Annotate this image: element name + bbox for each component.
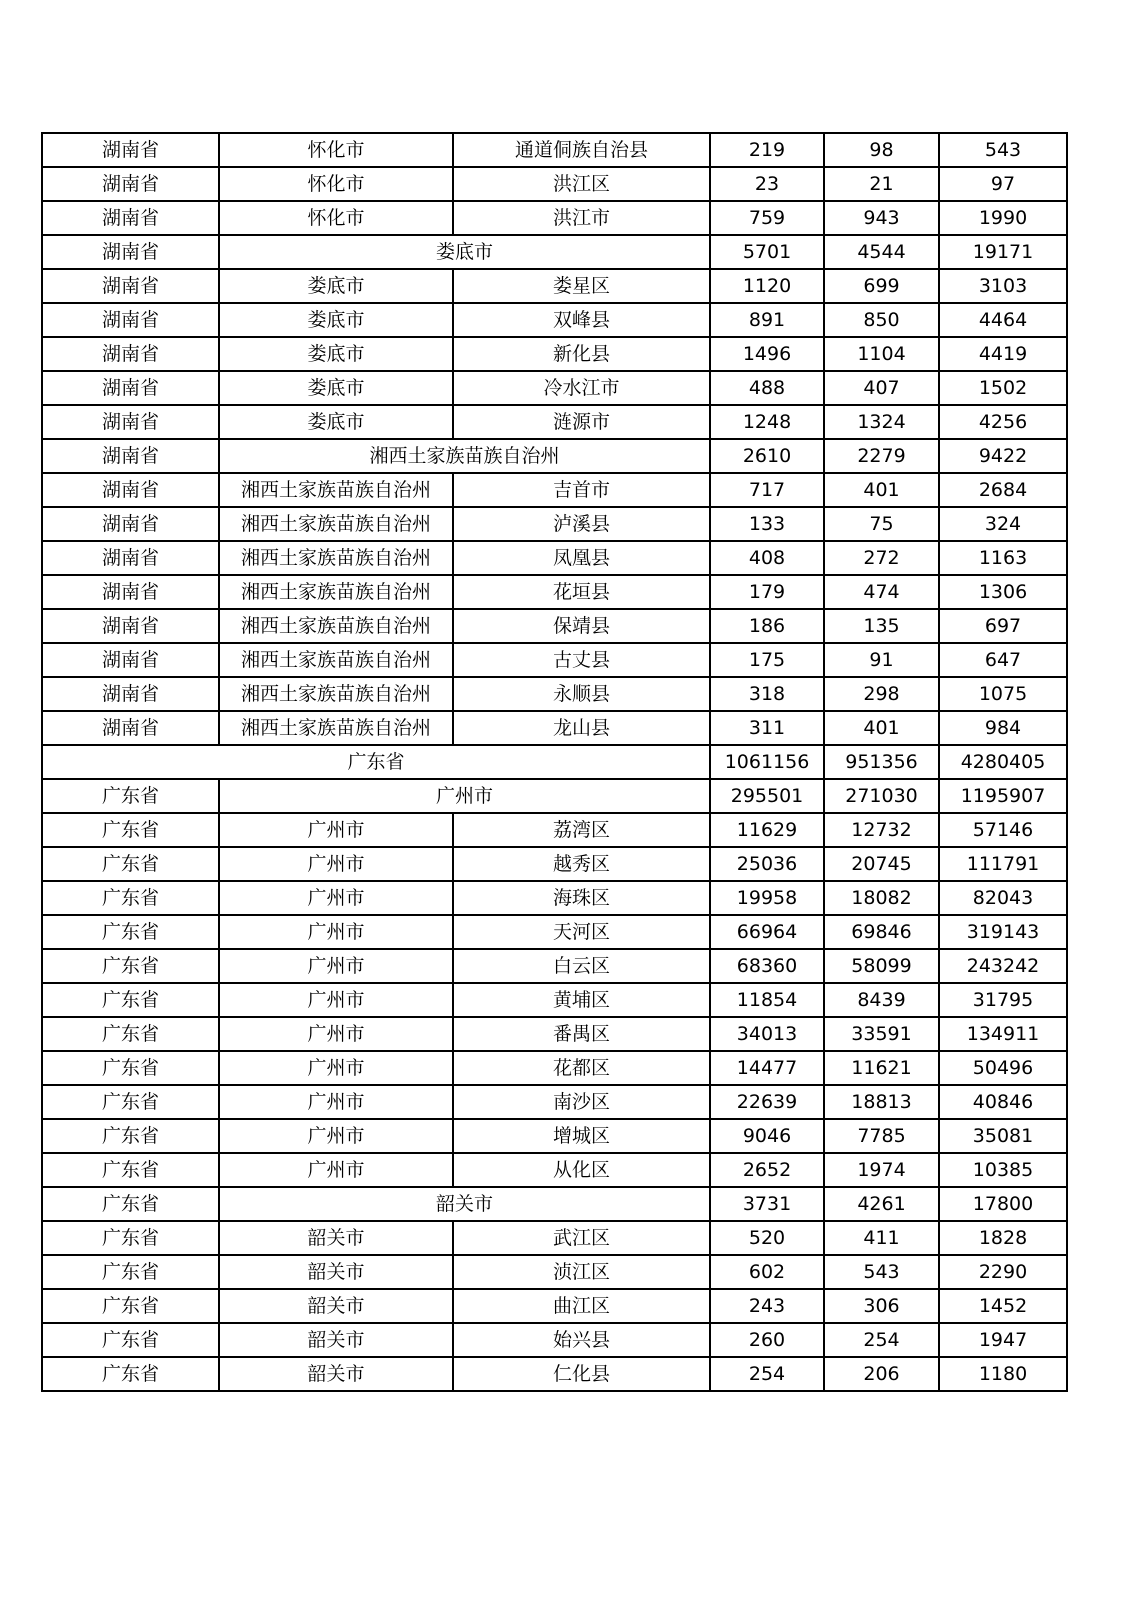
- province-cell: 广东省: [42, 1289, 219, 1323]
- county-row: [42, 405, 1067, 439]
- value-3-cell: 35081: [939, 1119, 1067, 1153]
- city-cell: 广州市: [219, 1119, 453, 1153]
- value-1-cell: 1061156: [710, 745, 824, 779]
- value-2-cell: 58099: [824, 949, 939, 983]
- county-cell: 双峰县: [453, 303, 710, 337]
- city-cell: 娄底市: [219, 303, 453, 337]
- value-2-cell: 254: [824, 1323, 939, 1357]
- county-cell: 涟源市: [453, 405, 710, 439]
- county-cell: 洪江市: [453, 201, 710, 235]
- value-1-cell: 2610: [710, 439, 824, 473]
- city-cell: 韶关市: [219, 1323, 453, 1357]
- value-3-cell: 3103: [939, 269, 1067, 303]
- province-cell: 广东省: [42, 915, 219, 949]
- county-cell: 洪江区: [453, 167, 710, 201]
- province-cell: 湖南省: [42, 201, 219, 235]
- county-cell: 永顺县: [453, 677, 710, 711]
- value-3-cell: 243242: [939, 949, 1067, 983]
- county-cell: 古丈县: [453, 643, 710, 677]
- value-2-cell: 11621: [824, 1051, 939, 1085]
- value-1-cell: 1120: [710, 269, 824, 303]
- county-row: [42, 1289, 1067, 1323]
- value-2-cell: 1324: [824, 405, 939, 439]
- county-row: [42, 269, 1067, 303]
- value-1-cell: 602: [710, 1255, 824, 1289]
- value-3-cell: 319143: [939, 915, 1067, 949]
- value-2-cell: 401: [824, 473, 939, 507]
- value-3-cell: 1502: [939, 371, 1067, 405]
- county-row: [42, 337, 1067, 371]
- county-row: [42, 1357, 1067, 1391]
- value-1-cell: 219: [710, 133, 824, 167]
- value-1-cell: 311: [710, 711, 824, 745]
- county-cell: 越秀区: [453, 847, 710, 881]
- value-3-cell: 984: [939, 711, 1067, 745]
- province-row: [42, 745, 1067, 779]
- city-cell: 广州市: [219, 949, 453, 983]
- province-cell: 湖南省: [42, 439, 219, 473]
- value-2-cell: 75: [824, 507, 939, 541]
- value-1-cell: 408: [710, 541, 824, 575]
- value-2-cell: 91: [824, 643, 939, 677]
- province-cell: 湖南省: [42, 507, 219, 541]
- province-cell: 广东省: [42, 881, 219, 915]
- city-cell: 广州市: [219, 779, 710, 813]
- county-cell: 仁化县: [453, 1357, 710, 1391]
- city-cell: 湘西土家族苗族自治州: [219, 643, 453, 677]
- value-3-cell: 31795: [939, 983, 1067, 1017]
- county-row: [42, 881, 1067, 915]
- province-cell: 广东省: [42, 1187, 219, 1221]
- county-cell: 凤凰县: [453, 541, 710, 575]
- county-cell: 南沙区: [453, 1085, 710, 1119]
- value-2-cell: 33591: [824, 1017, 939, 1051]
- value-3-cell: 1306: [939, 575, 1067, 609]
- city-cell: 娄底市: [219, 405, 453, 439]
- value-2-cell: 943: [824, 201, 939, 235]
- county-row: [42, 1051, 1067, 1085]
- county-row: [42, 473, 1067, 507]
- city-cell: 湘西土家族苗族自治州: [219, 507, 453, 541]
- value-1-cell: 179: [710, 575, 824, 609]
- value-3-cell: 2684: [939, 473, 1067, 507]
- value-2-cell: 135: [824, 609, 939, 643]
- value-3-cell: 50496: [939, 1051, 1067, 1085]
- city-cell: 广州市: [219, 813, 453, 847]
- province-cell: 广东省: [42, 1017, 219, 1051]
- city-cell: 韶关市: [219, 1289, 453, 1323]
- province-cell: 广东省: [42, 847, 219, 881]
- county-cell: 黄埔区: [453, 983, 710, 1017]
- value-2-cell: 850: [824, 303, 939, 337]
- value-1-cell: 295501: [710, 779, 824, 813]
- value-3-cell: 57146: [939, 813, 1067, 847]
- city-cell: 湘西土家族苗族自治州: [219, 677, 453, 711]
- value-1-cell: 318: [710, 677, 824, 711]
- value-1-cell: 186: [710, 609, 824, 643]
- value-2-cell: 12732: [824, 813, 939, 847]
- value-2-cell: 7785: [824, 1119, 939, 1153]
- province-cell: 广东省: [42, 779, 219, 813]
- county-row: [42, 949, 1067, 983]
- province-cell: 湖南省: [42, 405, 219, 439]
- value-2-cell: 407: [824, 371, 939, 405]
- county-row: [42, 643, 1067, 677]
- statistics-table: [41, 132, 1068, 1392]
- value-2-cell: 699: [824, 269, 939, 303]
- city-cell: 湘西土家族苗族自治州: [219, 541, 453, 575]
- city-cell: 广州市: [219, 1153, 453, 1187]
- value-2-cell: 69846: [824, 915, 939, 949]
- value-2-cell: 306: [824, 1289, 939, 1323]
- value-3-cell: 1990: [939, 201, 1067, 235]
- province-cell: 湖南省: [42, 303, 219, 337]
- value-2-cell: 543: [824, 1255, 939, 1289]
- province-cell: 湖南省: [42, 609, 219, 643]
- city-cell: 广州市: [219, 983, 453, 1017]
- value-1-cell: 9046: [710, 1119, 824, 1153]
- value-3-cell: 1195907: [939, 779, 1067, 813]
- value-2-cell: 298: [824, 677, 939, 711]
- value-1-cell: 11629: [710, 813, 824, 847]
- value-3-cell: 1180: [939, 1357, 1067, 1391]
- county-row: [42, 575, 1067, 609]
- city-cell: 广州市: [219, 1051, 453, 1085]
- value-2-cell: 401: [824, 711, 939, 745]
- value-2-cell: 2279: [824, 439, 939, 473]
- value-2-cell: 271030: [824, 779, 939, 813]
- county-cell: 花垣县: [453, 575, 710, 609]
- province-cell: 湖南省: [42, 371, 219, 405]
- province-cell: 广东省: [42, 1153, 219, 1187]
- county-row: [42, 1017, 1067, 1051]
- province-cell: 湖南省: [42, 133, 219, 167]
- value-2-cell: 98: [824, 133, 939, 167]
- value-3-cell: 9422: [939, 439, 1067, 473]
- province-cell: 湖南省: [42, 473, 219, 507]
- county-cell: 吉首市: [453, 473, 710, 507]
- county-cell: 保靖县: [453, 609, 710, 643]
- province-cell: 广东省: [42, 1085, 219, 1119]
- province-cell: 广东省: [42, 1051, 219, 1085]
- city-row: [42, 439, 1067, 473]
- city-cell: 广州市: [219, 1017, 453, 1051]
- county-row: [42, 847, 1067, 881]
- value-2-cell: 206: [824, 1357, 939, 1391]
- value-3-cell: 4464: [939, 303, 1067, 337]
- province-cell: 广东省: [42, 813, 219, 847]
- province-cell: 湖南省: [42, 235, 219, 269]
- city-cell: 韶关市: [219, 1221, 453, 1255]
- city-cell: 广州市: [219, 881, 453, 915]
- city-cell: 湘西土家族苗族自治州: [219, 575, 453, 609]
- value-2-cell: 474: [824, 575, 939, 609]
- province-cell: 广东省: [42, 1119, 219, 1153]
- county-row: [42, 371, 1067, 405]
- value-3-cell: 40846: [939, 1085, 1067, 1119]
- county-cell: 泸溪县: [453, 507, 710, 541]
- value-1-cell: 717: [710, 473, 824, 507]
- value-2-cell: 18813: [824, 1085, 939, 1119]
- county-cell: 增城区: [453, 1119, 710, 1153]
- value-2-cell: 4261: [824, 1187, 939, 1221]
- city-cell: 怀化市: [219, 201, 453, 235]
- value-3-cell: 647: [939, 643, 1067, 677]
- county-cell: 荔湾区: [453, 813, 710, 847]
- province-cell: 广东省: [42, 1323, 219, 1357]
- value-2-cell: 411: [824, 1221, 939, 1255]
- city-cell: 广州市: [219, 847, 453, 881]
- county-row: [42, 1119, 1067, 1153]
- city-cell: 娄底市: [219, 337, 453, 371]
- county-cell: 始兴县: [453, 1323, 710, 1357]
- value-3-cell: 543: [939, 133, 1067, 167]
- province-cell: 湖南省: [42, 643, 219, 677]
- city-cell: 湘西土家族苗族自治州: [219, 439, 710, 473]
- city-row: [42, 1187, 1067, 1221]
- county-cell: 武江区: [453, 1221, 710, 1255]
- city-cell: 湘西土家族苗族自治州: [219, 609, 453, 643]
- value-3-cell: 19171: [939, 235, 1067, 269]
- county-row: [42, 303, 1067, 337]
- value-1-cell: 2652: [710, 1153, 824, 1187]
- value-3-cell: 1947: [939, 1323, 1067, 1357]
- county-row: [42, 1153, 1067, 1187]
- province-cell: 湖南省: [42, 677, 219, 711]
- county-cell: 通道侗族自治县: [453, 133, 710, 167]
- city-cell: 湘西土家族苗族自治州: [219, 711, 453, 745]
- value-1-cell: 260: [710, 1323, 824, 1357]
- county-row: [42, 167, 1067, 201]
- city-cell: 娄底市: [219, 269, 453, 303]
- value-1-cell: 759: [710, 201, 824, 235]
- value-3-cell: 17800: [939, 1187, 1067, 1221]
- city-cell: 韶关市: [219, 1357, 453, 1391]
- value-3-cell: 1075: [939, 677, 1067, 711]
- value-2-cell: 4544: [824, 235, 939, 269]
- county-cell: 海珠区: [453, 881, 710, 915]
- city-cell: 韶关市: [219, 1187, 710, 1221]
- value-1-cell: 19958: [710, 881, 824, 915]
- value-3-cell: 324: [939, 507, 1067, 541]
- province-cell: 广东省: [42, 1357, 219, 1391]
- city-cell: 娄底市: [219, 235, 710, 269]
- county-cell: 番禺区: [453, 1017, 710, 1051]
- value-3-cell: 2290: [939, 1255, 1067, 1289]
- county-row: [42, 1221, 1067, 1255]
- value-3-cell: 97: [939, 167, 1067, 201]
- value-2-cell: 8439: [824, 983, 939, 1017]
- value-1-cell: 243: [710, 1289, 824, 1323]
- value-3-cell: 1828: [939, 1221, 1067, 1255]
- value-2-cell: 951356: [824, 745, 939, 779]
- value-2-cell: 18082: [824, 881, 939, 915]
- value-2-cell: 20745: [824, 847, 939, 881]
- province-cell: 广东省: [42, 983, 219, 1017]
- value-3-cell: 10385: [939, 1153, 1067, 1187]
- city-cell: 怀化市: [219, 133, 453, 167]
- county-row: [42, 541, 1067, 575]
- county-cell: 新化县: [453, 337, 710, 371]
- county-cell: 龙山县: [453, 711, 710, 745]
- value-1-cell: 22639: [710, 1085, 824, 1119]
- value-3-cell: 1163: [939, 541, 1067, 575]
- province-cell: 湖南省: [42, 575, 219, 609]
- city-cell: 怀化市: [219, 167, 453, 201]
- city-cell: 广州市: [219, 1085, 453, 1119]
- county-row: [42, 1085, 1067, 1119]
- county-row: [42, 507, 1067, 541]
- value-3-cell: 697: [939, 609, 1067, 643]
- county-row: [42, 1323, 1067, 1357]
- value-3-cell: 111791: [939, 847, 1067, 881]
- county-cell: 曲江区: [453, 1289, 710, 1323]
- county-cell: 天河区: [453, 915, 710, 949]
- value-1-cell: 520: [710, 1221, 824, 1255]
- city-cell: 广州市: [219, 915, 453, 949]
- table-body: [42, 133, 1067, 1391]
- province-cell: 广东省: [42, 949, 219, 983]
- city-cell: 韶关市: [219, 1255, 453, 1289]
- value-1-cell: 133: [710, 507, 824, 541]
- value-1-cell: 11854: [710, 983, 824, 1017]
- province-cell: 广东省: [42, 1255, 219, 1289]
- value-1-cell: 23: [710, 167, 824, 201]
- province-cell: 广东省: [42, 1221, 219, 1255]
- value-3-cell: 82043: [939, 881, 1067, 915]
- county-row: [42, 609, 1067, 643]
- value-2-cell: 272: [824, 541, 939, 575]
- province-cell: 湖南省: [42, 167, 219, 201]
- county-row: [42, 201, 1067, 235]
- value-1-cell: 488: [710, 371, 824, 405]
- value-1-cell: 891: [710, 303, 824, 337]
- value-1-cell: 25036: [710, 847, 824, 881]
- value-1-cell: 14477: [710, 1051, 824, 1085]
- province-cell: 广东省: [42, 745, 710, 779]
- city-cell: 娄底市: [219, 371, 453, 405]
- value-1-cell: 1248: [710, 405, 824, 439]
- value-3-cell: 1452: [939, 1289, 1067, 1323]
- county-row: [42, 711, 1067, 745]
- county-cell: 浈江区: [453, 1255, 710, 1289]
- value-1-cell: 254: [710, 1357, 824, 1391]
- county-row: [42, 1255, 1067, 1289]
- value-1-cell: 175: [710, 643, 824, 677]
- value-2-cell: 1104: [824, 337, 939, 371]
- county-cell: 从化区: [453, 1153, 710, 1187]
- province-cell: 湖南省: [42, 711, 219, 745]
- city-row: [42, 235, 1067, 269]
- value-3-cell: 4280405: [939, 745, 1067, 779]
- city-cell: 湘西土家族苗族自治州: [219, 473, 453, 507]
- province-cell: 湖南省: [42, 269, 219, 303]
- county-row: [42, 133, 1067, 167]
- value-2-cell: 1974: [824, 1153, 939, 1187]
- value-1-cell: 68360: [710, 949, 824, 983]
- value-1-cell: 66964: [710, 915, 824, 949]
- county-cell: 冷水江市: [453, 371, 710, 405]
- county-row: [42, 983, 1067, 1017]
- value-3-cell: 4419: [939, 337, 1067, 371]
- county-cell: 白云区: [453, 949, 710, 983]
- value-1-cell: 5701: [710, 235, 824, 269]
- value-2-cell: 21: [824, 167, 939, 201]
- county-row: [42, 915, 1067, 949]
- county-row: [42, 677, 1067, 711]
- value-1-cell: 3731: [710, 1187, 824, 1221]
- county-cell: 花都区: [453, 1051, 710, 1085]
- county-cell: 娄星区: [453, 269, 710, 303]
- value-1-cell: 1496: [710, 337, 824, 371]
- value-3-cell: 4256: [939, 405, 1067, 439]
- value-1-cell: 34013: [710, 1017, 824, 1051]
- province-cell: 湖南省: [42, 541, 219, 575]
- county-row: [42, 813, 1067, 847]
- value-3-cell: 134911: [939, 1017, 1067, 1051]
- province-cell: 湖南省: [42, 337, 219, 371]
- city-row: [42, 779, 1067, 813]
